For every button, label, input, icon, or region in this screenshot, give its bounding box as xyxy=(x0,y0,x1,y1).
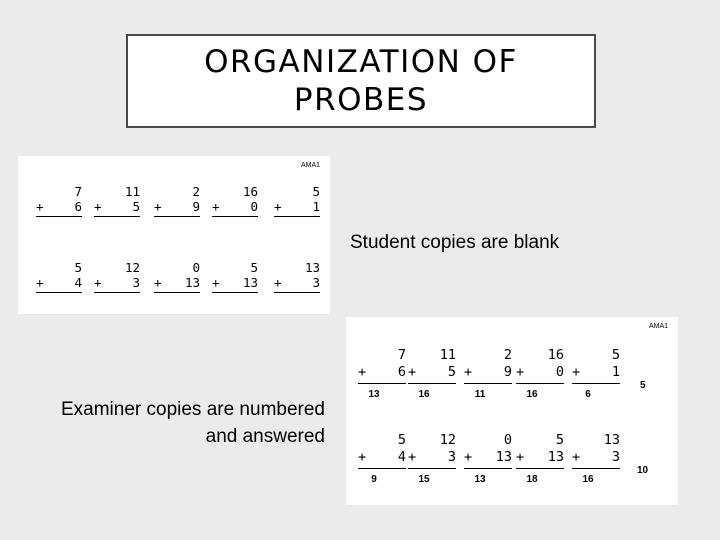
addend-top: 5 xyxy=(397,432,406,448)
addend-top: 5 xyxy=(555,432,564,448)
addition-problem xyxy=(464,432,512,469)
sum-line xyxy=(464,383,512,384)
plus-sign: + xyxy=(464,449,473,465)
plus-sign: + xyxy=(212,275,220,290)
addend-bottom: 4 xyxy=(397,449,406,465)
addition-problem xyxy=(36,184,82,217)
addend-bottom: 13 xyxy=(242,275,258,290)
addend-bottom: 4 xyxy=(74,275,82,290)
probe-tag: AMA1 xyxy=(648,323,668,330)
sum-line xyxy=(516,468,564,469)
addition-problem xyxy=(154,260,200,293)
answer-value: 18 xyxy=(526,474,538,485)
addend-bottom: 5 xyxy=(447,364,456,380)
sum-line xyxy=(572,383,620,384)
sum-line xyxy=(154,216,200,217)
addition-problem xyxy=(572,347,620,384)
plus-sign: + xyxy=(516,364,525,380)
sum-line xyxy=(408,468,456,469)
addend-top: 11 xyxy=(439,347,456,363)
addend-top: 16 xyxy=(242,184,258,199)
addition-problem xyxy=(154,184,200,217)
cumulative-count: 5 xyxy=(640,380,646,391)
addition-problem xyxy=(516,347,564,384)
plus-sign: + xyxy=(94,275,102,290)
addend-bottom: 3 xyxy=(611,449,620,465)
addition-problem xyxy=(464,347,512,384)
addend-top: 5 xyxy=(611,347,620,363)
plus-sign: + xyxy=(358,364,367,380)
addend-bottom: 3 xyxy=(312,275,320,290)
plus-sign: + xyxy=(408,364,417,380)
addend-bottom: 1 xyxy=(611,364,620,380)
student-copies-label: Student copies are blank xyxy=(350,232,560,253)
slide-title: ORGANIZATION OF PROBES xyxy=(204,44,518,118)
answer-value: 13 xyxy=(474,474,486,485)
addition-problem xyxy=(212,184,258,217)
student-probe-image xyxy=(18,156,330,314)
addend-top: 12 xyxy=(124,260,140,275)
addend-bottom: 9 xyxy=(503,364,512,380)
addition-problem xyxy=(212,260,258,293)
sum-line xyxy=(516,383,564,384)
examiner-copies-label xyxy=(5,396,325,450)
addend-bottom: 0 xyxy=(250,199,258,214)
sum-line xyxy=(36,292,82,293)
addend-top: 13 xyxy=(304,260,320,275)
addend-bottom: 13 xyxy=(547,449,564,465)
plus-sign: + xyxy=(274,199,282,214)
plus-sign: + xyxy=(408,449,417,465)
sum-line xyxy=(212,216,258,217)
sum-line xyxy=(572,468,620,469)
plus-sign: + xyxy=(358,449,367,465)
sum-line xyxy=(274,216,320,217)
addition-problem xyxy=(408,347,456,384)
plus-sign: + xyxy=(572,449,581,465)
addition-problem xyxy=(94,260,140,293)
plus-sign: + xyxy=(516,449,525,465)
addend-top: 7 xyxy=(74,184,82,199)
plus-sign: + xyxy=(212,199,220,214)
addend-top: 0 xyxy=(503,432,512,448)
addition-problem xyxy=(572,432,620,469)
addend-bottom: 3 xyxy=(447,449,456,465)
plus-sign: + xyxy=(464,364,473,380)
answer-value: 13 xyxy=(368,389,380,400)
addend-bottom: 3 xyxy=(132,275,140,290)
sum-line xyxy=(358,468,406,469)
slide-title-box xyxy=(126,34,596,128)
plus-sign: + xyxy=(572,364,581,380)
answer-value: 16 xyxy=(418,389,430,400)
plus-sign: + xyxy=(274,275,282,290)
addend-bottom: 1 xyxy=(312,199,320,214)
addend-top: 7 xyxy=(397,347,406,363)
addition-problem xyxy=(94,184,140,217)
addition-problem xyxy=(36,260,82,293)
plus-sign: + xyxy=(154,275,162,290)
examiner-label-line-1: Examiner copies are numbered xyxy=(60,399,325,420)
addend-bottom: 13 xyxy=(184,275,200,290)
addition-problem xyxy=(358,432,406,469)
addend-top: 13 xyxy=(603,432,620,448)
sum-line xyxy=(154,292,200,293)
examiner-label-line-2: and answered xyxy=(205,426,325,447)
addend-top: 16 xyxy=(547,347,564,363)
addition-problem xyxy=(408,432,456,469)
plus-sign: + xyxy=(36,199,44,214)
examiner-probe-image xyxy=(346,317,678,505)
addend-top: 2 xyxy=(192,184,200,199)
cumulative-count: 10 xyxy=(637,465,649,476)
sum-line xyxy=(36,216,82,217)
addition-problem xyxy=(274,260,320,293)
addend-bottom: 13 xyxy=(495,449,512,465)
addend-bottom: 0 xyxy=(555,364,564,380)
probe-tag: AMA1 xyxy=(300,162,320,169)
answer-value: 11 xyxy=(474,389,486,400)
addend-top: 0 xyxy=(192,260,200,275)
addend-top: 2 xyxy=(503,347,512,363)
addition-problem xyxy=(358,347,406,384)
sum-line xyxy=(358,383,406,384)
sum-line xyxy=(212,292,258,293)
addend-bottom: 5 xyxy=(132,199,140,214)
plus-sign: + xyxy=(154,199,162,214)
plus-sign: + xyxy=(36,275,44,290)
addend-bottom: 6 xyxy=(397,364,406,380)
sum-line xyxy=(94,216,140,217)
addition-problem xyxy=(274,184,320,217)
plus-sign: + xyxy=(94,199,102,214)
addend-top: 11 xyxy=(124,184,140,199)
addend-top: 5 xyxy=(250,260,258,275)
sum-line xyxy=(274,292,320,293)
addition-problem xyxy=(516,432,564,469)
addend-top: 5 xyxy=(312,184,320,199)
addend-top: 12 xyxy=(439,432,456,448)
answer-value: 16 xyxy=(526,389,538,400)
addend-bottom: 6 xyxy=(74,199,82,214)
answer-value: 9 xyxy=(371,474,377,485)
sum-line xyxy=(408,383,456,384)
answer-value: 16 xyxy=(582,474,594,485)
sum-line xyxy=(94,292,140,293)
answer-value: 6 xyxy=(585,389,591,400)
addend-top: 5 xyxy=(74,260,82,275)
addend-bottom: 9 xyxy=(192,199,200,214)
answer-value: 15 xyxy=(418,474,430,485)
sum-line xyxy=(464,468,512,469)
